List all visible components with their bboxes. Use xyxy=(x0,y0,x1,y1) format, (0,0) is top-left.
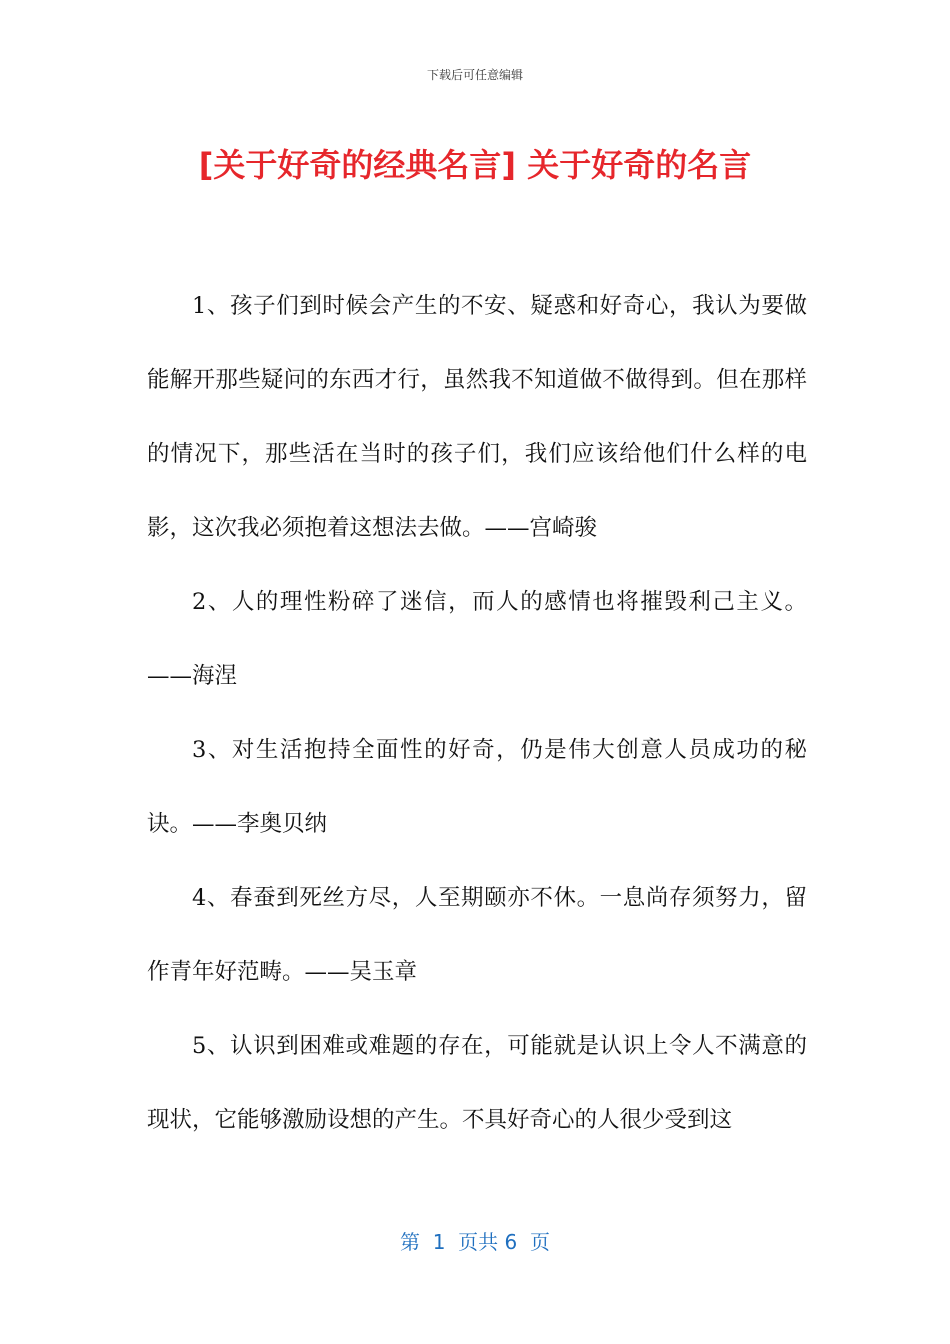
header-note: 下载后可任意编辑 xyxy=(426,68,523,82)
quote-paragraph-5: 5、认识到困难或难题的存在，可能就是认识上令人不满意的现状，它能够激励设想的产生。不具好奇心的人很少受到这 xyxy=(147,1033,807,1133)
page-footer: 第 1 页共 6 页 xyxy=(400,1230,550,1254)
quote-paragraph-3: 3、对生活抱持全面性的好奇，仍是伟大创意人员成功的秘诀。——李奥贝纳 xyxy=(147,737,807,837)
quote-paragraph-4: 4、春蚕到死丝方尽，人至期颐亦不休。一息尚存须努力，留作青年好范畴。——吴玉章 xyxy=(147,885,807,985)
document-title: [关于好奇的经典名言] 关于好奇的名言 xyxy=(198,146,752,184)
quote-paragraph-2: 2、人的理性粉碎了迷信，而人的感情也将摧毁利己主义。——海涅 xyxy=(147,589,807,689)
document-body xyxy=(147,269,807,1157)
quote-paragraph-1: 1、孩子们到时候会产生的不安、疑惑和好奇心，我认为要做能解开那些疑问的东西才行，虽然我不知道做不做得到。但在那样的情况下，那些活在当时的孩子们，我们应该给他们什么样的电影，这次我必须抱着这想法去做。——宫崎骏 xyxy=(147,293,807,541)
